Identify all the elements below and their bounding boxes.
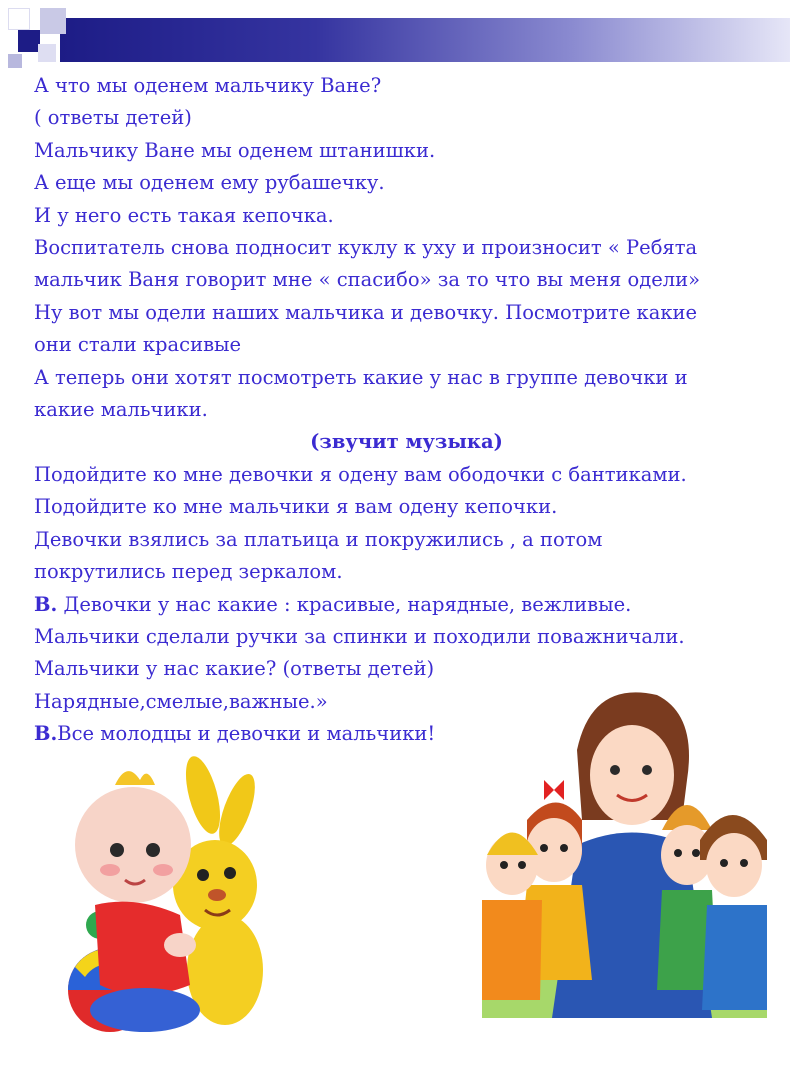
teacher-with-children-illustration (482, 680, 767, 1018)
text-line-body: Все молодцы и девочки и мальчики! (57, 722, 436, 746)
text-line: Нарядные,смелые,важные.» (34, 689, 328, 713)
text-line: Подойдите ко мне мальчики я вам одену кепочки. (34, 495, 558, 519)
text-line: Воспитатель снова подносит куклу к уху и произносит « Ребята (34, 236, 698, 260)
baby-with-bunny-illustration (55, 755, 295, 1045)
speaker-prefix: В. (34, 722, 58, 746)
text-line (34, 589, 779, 621)
text-line: Мальчики сделали ручки за спинки и походили поважничали. (34, 624, 685, 648)
header-gradient-bar (60, 18, 790, 62)
text-line-body: Девочки у нас какие : красивые, нарядные, вежливые. (57, 592, 632, 616)
text-line: Ну вот мы одели наших мальчика и девочку. Посмотрите какие (34, 300, 698, 324)
text-line: А что мы оденем мальчику Ване? (34, 74, 382, 97)
text-line: А еще мы оденем ему рубашечку. (34, 171, 385, 195)
text-line: Мальчику Ване мы оденем штанишки. (34, 138, 436, 162)
header-squares-decoration (8, 8, 68, 70)
music-cue: (звучит музыка) (310, 430, 503, 454)
slide-text (34, 70, 779, 751)
text-line: мальчик Ваня говорит мне « спасибо» за то что вы меня одели» (34, 268, 701, 292)
text-line: какие мальчики. (34, 398, 208, 422)
text-line: ( ответы детей) (34, 106, 192, 130)
speaker-prefix: В. (34, 592, 58, 616)
text-line: Девочки взялись за платьица и покружились , а потом (34, 527, 603, 551)
text-line: покрутились перед зеркалом. (34, 560, 343, 584)
text-line: И у него есть такая кепочка. (34, 203, 334, 227)
text-line: Мальчики у нас какие? (ответы детей) (34, 657, 435, 681)
text-line: А теперь они хотят посмотреть какие у нас в группе девочки и (34, 365, 688, 389)
text-line: они стали красивые (34, 333, 242, 357)
text-line: Подойдите ко мне девочки я одену вам ободочки с бантиками. (34, 462, 687, 486)
